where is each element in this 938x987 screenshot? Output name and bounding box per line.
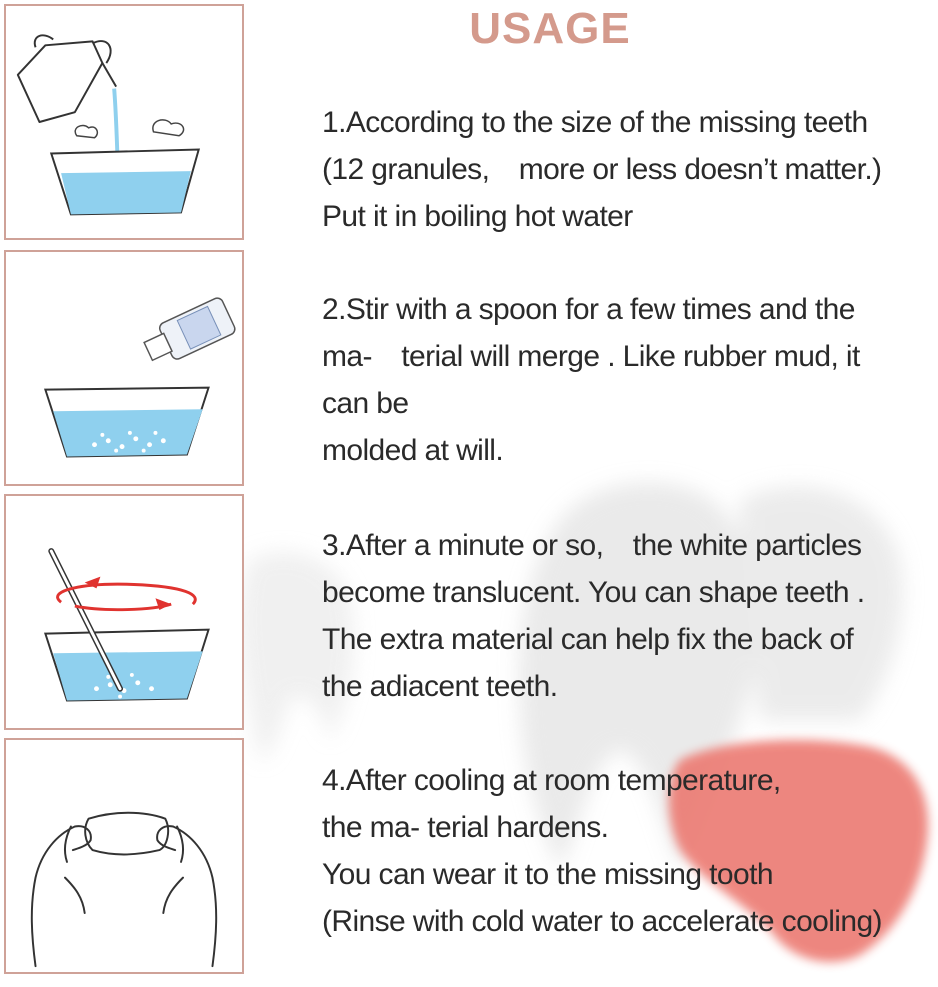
step-1-text xyxy=(322,99,922,240)
step-2-text xyxy=(322,286,922,474)
step-3-line-1: 3.After a minute or so, the white particles xyxy=(322,529,862,562)
step-2-line-3: can be xyxy=(322,387,409,420)
step-2-illustration xyxy=(4,250,244,486)
page-title: USAGE xyxy=(469,4,631,53)
step-4-text xyxy=(322,757,922,945)
stir-stick-rotation-icon xyxy=(6,496,242,728)
step-1-line-3: Put it in boiling hot water xyxy=(322,200,633,233)
step-4-line-1: 4.After cooling at room temperature, xyxy=(322,764,781,797)
step-4-line-4: (Rinse with cold water to accelerate cooling) xyxy=(322,905,882,938)
step-4-line-3: You can wear it to the missing tooth xyxy=(322,858,773,891)
step-2-line-1: 2.Stir with a spoon for a few times and the xyxy=(322,293,855,326)
hands-molding-material-icon xyxy=(6,740,242,972)
bottle-pouring-granules-icon xyxy=(6,252,242,484)
step-3-line-4: the adiacent teeth. xyxy=(322,670,558,703)
step-1-line-1: 1.According to the size of the missing teeth xyxy=(322,106,868,139)
step-2-line-2: ma- terial will merge . Like rubber mud, it xyxy=(322,340,860,373)
step-3-text xyxy=(322,522,922,710)
step-3-line-3: The extra material can help fix the back of xyxy=(322,623,854,656)
step-1-line-2: (12 granules, more or less doesn’t matter.) xyxy=(322,153,882,186)
step-1-illustration xyxy=(4,4,244,240)
step-4-illustration xyxy=(4,738,244,974)
step-3-illustration xyxy=(4,494,244,730)
step-2-line-4: molded at will. xyxy=(322,434,504,467)
kettle-pouring-water-icon xyxy=(6,6,242,238)
step-4-line-2: the ma- terial hardens. xyxy=(322,811,609,844)
step-3-line-2: become translucent. You can shape teeth . xyxy=(322,576,865,609)
